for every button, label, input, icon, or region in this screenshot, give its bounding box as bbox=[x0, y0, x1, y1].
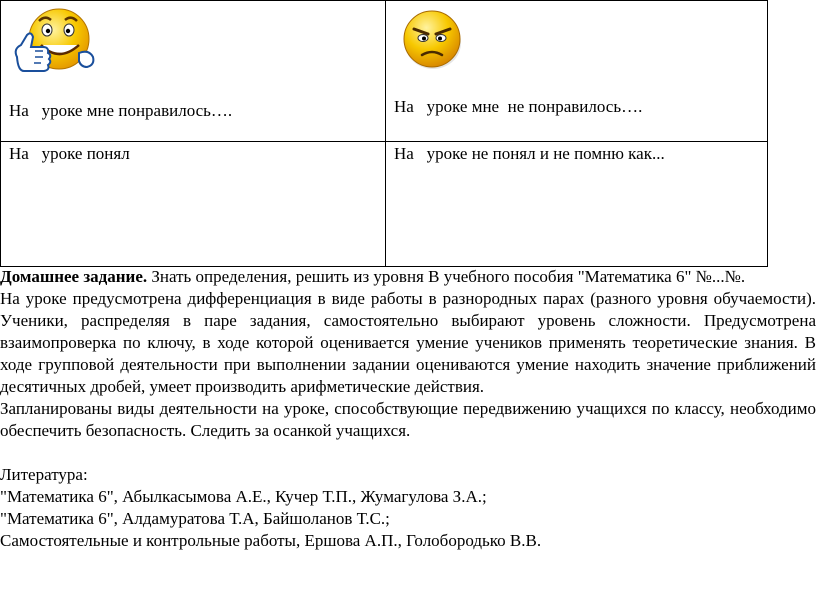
document-body bbox=[0, 266, 816, 552]
cell-not-understood bbox=[386, 142, 768, 267]
method-paragraph: На уроке предусмотрена дифференциация в виде работы в разнородных парах (разного уровня обучаемости). Ученики, распределяя в паре задания, самостоятельно выбирают уровень сложности. Предусмотрена взаимопроверка по ключу, в ходе которой оценивается умение учеников применять теоретические знания. В ходе групповой деятельности при выполнении задании оцениваются умение находить значение приближений десятичных дробей, умеет производить арифметические действия. bbox=[0, 289, 816, 396]
spacer bbox=[0, 442, 816, 464]
homework-paragraph bbox=[0, 266, 816, 288]
cell-disliked bbox=[386, 1, 768, 142]
literature-item: "Математика 6", Абылкасымова А.Е., Кучер Т.П., Жумагулова З.А.; bbox=[0, 487, 487, 506]
homework-label: Домашнее задание. bbox=[0, 267, 148, 286]
disliked-label: На уроке мне не понравилось…. bbox=[394, 97, 643, 116]
liked-label: На уроке мне понравилось…. bbox=[9, 101, 233, 120]
literature-item: Самостоятельные и контрольные работы, Ершова А.П., Голобородько В.В. bbox=[0, 531, 542, 550]
understood-label: На уроке понял bbox=[9, 144, 130, 163]
literature-heading: Литература: bbox=[0, 465, 88, 484]
not-understood-label: На уроке не понял и не помню как... bbox=[394, 144, 665, 163]
literature-item: "Математика 6", Алдамуратова Т.А, Байшоланов Т.С.; bbox=[0, 509, 390, 528]
cell-understood bbox=[1, 142, 386, 267]
reflection-table bbox=[0, 0, 768, 267]
frowning-smiley-icon bbox=[400, 7, 466, 73]
happy-thumbs-up-smiley-icon bbox=[9, 5, 101, 85]
safety-paragraph: Запланированы виды деятельности на уроке, способствующие передвижению учащихся по классу, необходимо обеспечить безопасность. Следить за осанкой учащихся. bbox=[0, 399, 816, 440]
homework-text: Знать определения, решить из уровня В учебного пособия "Математика 6" №...№. bbox=[147, 267, 746, 286]
cell-liked bbox=[1, 1, 386, 142]
